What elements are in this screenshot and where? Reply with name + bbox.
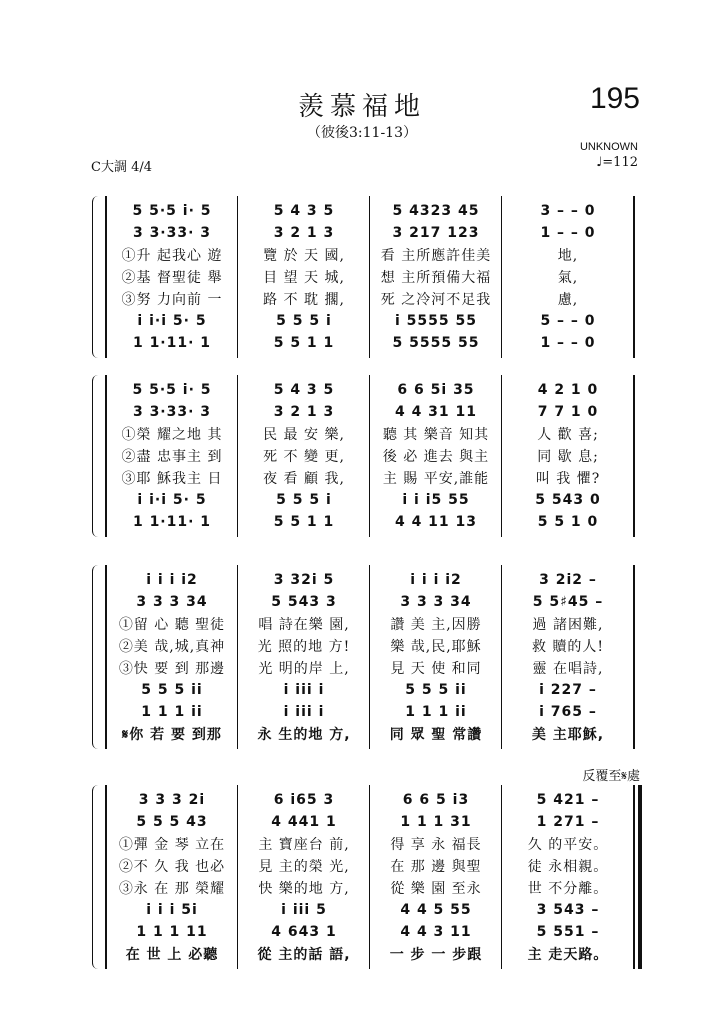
score-row [106, 200, 634, 222]
lyric-cell: 過 諸困難, [532, 617, 604, 633]
note-cell: 5 5555 55 [392, 335, 480, 351]
note-cell: 4 2 1 0 [537, 382, 599, 398]
note-cell: 4 643 1 [271, 924, 337, 940]
score-row [106, 266, 634, 288]
note-cell: i iii i [283, 682, 325, 698]
score-row [106, 379, 634, 401]
lyric-cell: 𝄋你 若 要 到那 [122, 727, 222, 743]
note-cell: i i i i2 [410, 572, 462, 588]
lyric-cell: ②美 哉,城,真神 [118, 639, 226, 655]
note-cell: 5 5 5 ii [405, 682, 467, 698]
repeat-instruction: 反覆至𝄋處 [582, 769, 640, 784]
lyric-cell: 光 照的地 方! [257, 639, 351, 655]
lyric-cell: 路 不 耽 擱, [263, 292, 345, 308]
note-cell: 5 543 3 [271, 594, 337, 610]
note-cell: 1 1·11· 1 [132, 514, 212, 530]
note-cell: 5 5 5 43 [136, 814, 208, 830]
score-row [106, 244, 634, 266]
note-cell: 3 3 3 2i [138, 792, 206, 808]
score-row [106, 943, 634, 965]
lyric-cell: 久 的平安。 [527, 837, 609, 853]
lyric-cell: ③努 力向前 一 [121, 292, 223, 308]
lyric-cell: 民 最 安 樂, [263, 427, 345, 443]
note-cell: 4 4 3 11 [400, 924, 472, 940]
lyric-cell: 光 明的岸 上, [258, 661, 350, 677]
lyric-cell: 樂 哉,民,耶穌 [390, 639, 482, 655]
score-row [106, 855, 634, 877]
score-row [106, 679, 634, 701]
score-row [106, 899, 634, 921]
note-cell: 1 – – 0 [540, 335, 596, 351]
note-cell: 3 543 – [536, 902, 600, 918]
lyric-cell: 氣, [557, 270, 579, 286]
lyric-cell: 救 贖的人! [531, 639, 605, 655]
score-row [106, 613, 634, 635]
score-row [106, 921, 634, 943]
lyric-cell: 見 主的榮 光, [258, 859, 350, 875]
score-row [106, 789, 634, 811]
lyric-cell: 覽 於 天 國, [263, 248, 345, 264]
note-cell: 5 543 0 [535, 492, 601, 508]
lyric-cell: 聽 其 樂音 知其 [382, 427, 490, 443]
lyric-cell: ③耶 穌我主 日 [121, 471, 223, 487]
note-cell: i i i5 55 [402, 492, 470, 508]
lyric-cell: ①榮 耀之地 其 [121, 427, 223, 443]
scripture-reference: （彼後3:11-13） [307, 125, 417, 141]
lyric-cell: 見 天 使 和同 [390, 661, 482, 677]
lyric-cell: 主 寶座台 前, [258, 837, 350, 853]
note-cell: 5 5·5 i· 5 [132, 382, 212, 398]
quarter-note-icon: ♩ [596, 155, 603, 170]
note-cell: 3 2 1 3 [273, 404, 335, 420]
lyric-cell: 後 必 進去 與主 [382, 449, 490, 465]
note-cell: 5 551 – [536, 924, 600, 940]
note-cell: i i i i2 [146, 572, 198, 588]
note-cell: 5 421 – [536, 792, 600, 808]
note-cell: i 5555 55 [395, 313, 477, 329]
lyric-cell: 死 之冷河不足我 [380, 292, 492, 308]
system-brace [92, 375, 99, 537]
note-cell: i 765 – [539, 704, 597, 720]
note-cell: 5 5 1 0 [537, 514, 599, 530]
note-cell: 1 1 1 ii [141, 704, 203, 720]
lyric-cell: 世 不分離。 [527, 881, 609, 897]
score-row [106, 222, 634, 244]
note-cell: 5 5♯45 – [532, 594, 604, 610]
lyric-cell: 快 樂的地 方, [258, 881, 350, 897]
score-row [106, 511, 634, 533]
note-cell: 5 5 1 1 [273, 335, 335, 351]
note-cell: 5 5 1 1 [273, 514, 335, 530]
score-row [106, 401, 634, 423]
note-cell: 1 1 1 31 [400, 814, 472, 830]
lyric-cell: ①彈 金 琴 立在 [118, 837, 226, 853]
note-cell: 3 2 1 3 [273, 225, 335, 241]
note-cell: 1 – – 0 [540, 225, 596, 241]
lyric-cell: ②盡 忠事主 到 [121, 449, 223, 465]
note-cell: 4 4 31 11 [394, 404, 478, 420]
score-row [106, 657, 634, 679]
lyric-cell: 在 世 上 必聽 [125, 947, 219, 963]
note-cell: 6 6 5 i3 [402, 792, 470, 808]
lyric-cell: 讚 美 主,因勝 [390, 617, 482, 633]
note-cell: 5 4323 45 [392, 203, 480, 219]
note-cell: 4 4 11 13 [394, 514, 478, 530]
score-row [106, 467, 634, 489]
note-cell: i iii i [283, 704, 325, 720]
lyric-cell: 主 走天路。 [527, 947, 609, 963]
lyric-cell: 死 不 變 更, [263, 449, 345, 465]
note-cell: 5 4 3 5 [273, 203, 335, 219]
note-cell: i 227 – [539, 682, 597, 698]
lyric-cell: 美 主耶穌, [531, 727, 605, 743]
note-cell: 3 217 123 [392, 225, 480, 241]
score-row [106, 445, 634, 467]
lyric-cell: 一 步 一 步跟 [389, 947, 483, 963]
note-cell: 3 3 3 34 [136, 594, 208, 610]
note-cell: 6 6 5i 35 [397, 382, 475, 398]
note-cell: 4 4 5 55 [400, 902, 472, 918]
lyric-cell: 從 樂 園 至永 [390, 881, 482, 897]
lyric-cell: 主 賜 平安,誰能 [382, 471, 490, 487]
lyric-cell: ①升 起我心 遊 [121, 248, 223, 264]
lyric-cell: 慮, [557, 292, 579, 308]
note-cell: 3 3·33· 3 [132, 404, 212, 420]
system-brace [92, 785, 99, 969]
score-row [106, 569, 634, 591]
system-brace [92, 565, 99, 749]
score-row [106, 489, 634, 511]
score-row [106, 635, 634, 657]
note-cell: i iii 5 [281, 902, 327, 918]
lyric-cell: 夜 看 顧 我, [263, 471, 345, 487]
lyric-cell: 靈 在唱詩, [532, 661, 604, 677]
note-cell: 5 5 5 ii [141, 682, 203, 698]
score-row [106, 877, 634, 899]
note-cell: 7 7 1 0 [537, 404, 599, 420]
note-cell: 5 5 5 i [276, 313, 332, 329]
lyric-cell: 叫 我 懼? [535, 471, 601, 487]
composer: UNKNOWN [579, 141, 638, 153]
lyric-cell: 看 主所應許佳美 [380, 248, 492, 264]
lyric-cell: 永 生的地 方, [257, 727, 351, 743]
lyric-cell: 唱 詩在樂 園, [258, 617, 350, 633]
score-row [106, 310, 634, 332]
hymn-title: 羨慕福地 [297, 92, 426, 122]
lyric-cell: 地, [557, 248, 579, 264]
note-cell: 5 4 3 5 [273, 382, 335, 398]
hymn-number: 195 [589, 82, 640, 115]
note-cell: 5 5·5 i· 5 [132, 203, 212, 219]
lyric-cell: ②基 督聖徒 舉 [121, 270, 223, 286]
system-brace [92, 196, 99, 358]
lyric-cell: 在 那 邊 與聖 [390, 859, 482, 875]
score-row [106, 811, 634, 833]
note-cell: 1 1 1 ii [405, 704, 467, 720]
lyric-cell: 同 眾 聖 常讚 [389, 727, 483, 743]
note-cell: 3 32i 5 [273, 572, 335, 588]
lyric-cell: 得 享 永 福長 [390, 837, 482, 853]
note-cell: 5 – – 0 [540, 313, 596, 329]
lyric-cell: 同 歇 息; [537, 449, 599, 465]
note-cell: 4 441 1 [271, 814, 337, 830]
lyric-cell: ③快 要 到 那邊 [118, 661, 226, 677]
note-cell: 3 2i2 – [539, 572, 597, 588]
note-cell: 1 271 – [536, 814, 600, 830]
key-signature: C大調 4/4 [91, 160, 153, 175]
lyric-cell: ②不 久 我 也必 [118, 859, 226, 875]
lyric-cell: 目 望 天 城, [263, 270, 345, 286]
note-cell: 1 1·11· 1 [132, 335, 212, 351]
note-cell: 3 3·33· 3 [132, 225, 212, 241]
score-row [106, 423, 634, 445]
note-cell: i i·i 5· 5 [137, 313, 207, 329]
note-cell: i i i 5i [146, 902, 198, 918]
note-cell: 5 5 5 i [276, 492, 332, 508]
lyric-cell: ③永 在 那 榮耀 [118, 881, 226, 897]
note-cell: 6 i65 3 [273, 792, 335, 808]
lyric-cell: ①留 心 聽 聖徒 [118, 617, 226, 633]
score-row [106, 701, 634, 723]
score-row [106, 591, 634, 613]
note-cell: 3 3 3 34 [400, 594, 472, 610]
score-row [106, 288, 634, 310]
lyric-cell: 從 主的話 語, [257, 947, 351, 963]
lyric-cell: 徒 永相親。 [527, 859, 609, 875]
score-row [106, 723, 634, 745]
note-cell: 1 1 1 11 [136, 924, 208, 940]
note-cell: 3 – – 0 [540, 203, 596, 219]
score-row [106, 332, 634, 354]
lyric-cell: 想 主所預備大福 [380, 270, 492, 286]
tempo-marking: ♩=112 [596, 155, 638, 170]
lyric-cell: 人 歡 喜; [537, 427, 599, 443]
score-row [106, 833, 634, 855]
final-bar-line [638, 785, 642, 969]
note-cell: i i·i 5· 5 [137, 492, 207, 508]
